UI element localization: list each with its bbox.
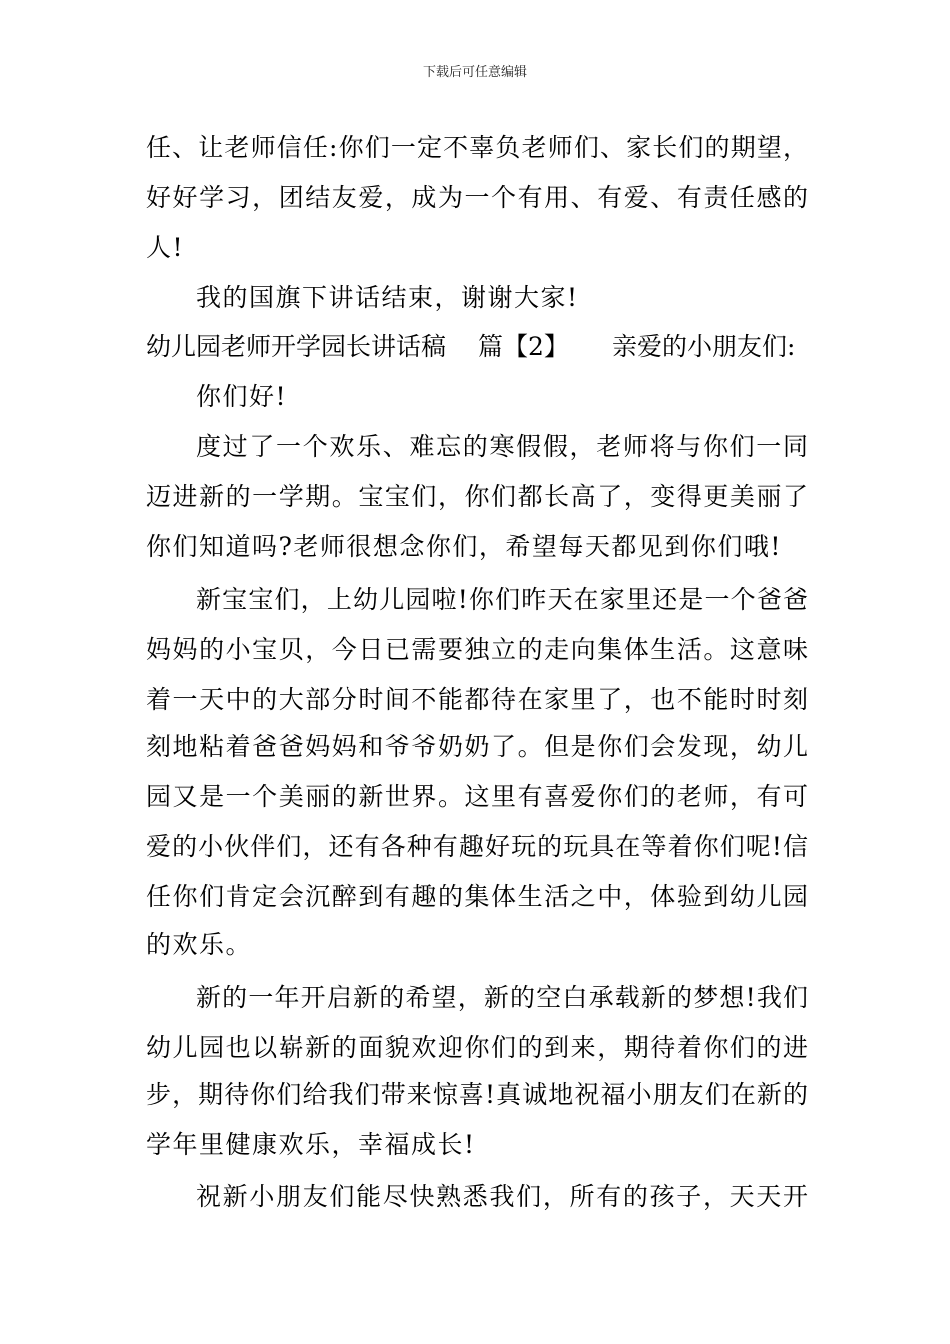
text-line: 我的国旗下讲话结束，谢谢大家! xyxy=(196,283,579,312)
section-heading xyxy=(146,330,808,364)
text-line: 你们知道吗?老师很想念你们，希望每天都见到你们哦! xyxy=(146,532,782,561)
text-line: 迈进新的一学期。宝宝们，你们都长高了，变得更美丽了 xyxy=(146,482,808,511)
text-line: 度过了一个欢乐、难忘的寒假假，老师将与你们一同 xyxy=(196,432,808,461)
text-line: 步，期待你们给我们带来惊喜!真诚地祝福小朋友们在新的 xyxy=(146,1080,808,1109)
text-line: 人! xyxy=(146,233,185,262)
page-header: 下载后可任意编辑 xyxy=(422,65,527,80)
text-line: 园又是一个美丽的新世界。这里有喜爱你们的老师，有可 xyxy=(146,782,808,811)
text-line: 新的一年开启新的希望，新的空白承载新的梦想!我们 xyxy=(196,983,808,1012)
text-line: 幼儿园也以崭新的面貌欢迎你们的到来，期待着你们的进 xyxy=(146,1033,808,1062)
heading-greeting: 亲爱的小朋友们: xyxy=(612,332,796,361)
text-line: 着一天中的大部分时间不能都待在家里了，也不能时时刻 xyxy=(146,685,808,714)
text-line: 刻地粘着爸爸妈妈和爷爷奶奶了。但是你们会发现，幼儿 xyxy=(146,732,808,761)
text-line: 妈妈的小宝贝，今日已需要独立的走向集体生活。这意味 xyxy=(146,635,808,664)
text-line: 好好学习，团结友爱，成为一个有用、有爱、有责任感的 xyxy=(146,183,808,212)
text-line: 爱的小伙伴们，还有各种有趣好玩的玩具在等着你们呢!信 xyxy=(146,832,808,861)
text-line: 的欢乐。 xyxy=(146,930,253,959)
heading-section: 篇【2】 xyxy=(478,332,569,361)
text-line: 学年里健康欢乐，幸福成长! xyxy=(146,1130,476,1159)
text-line: 任你们肯定会沉醉到有趣的集体生活之中，体验到幼儿园 xyxy=(146,882,808,911)
heading-title: 幼儿园老师开学园长讲话稿 xyxy=(146,332,447,361)
text-line: 新宝宝们，上幼儿园啦!你们昨天在家里还是一个爸爸 xyxy=(196,585,808,614)
text-line: 任、让老师信任:你们一定不辜负老师们、家长们的期望， xyxy=(146,133,808,162)
text-line: 你们好! xyxy=(196,382,288,411)
text-line: 祝新小朋友们能尽快熟悉我们，所有的孩子，天天开 xyxy=(196,1182,808,1211)
